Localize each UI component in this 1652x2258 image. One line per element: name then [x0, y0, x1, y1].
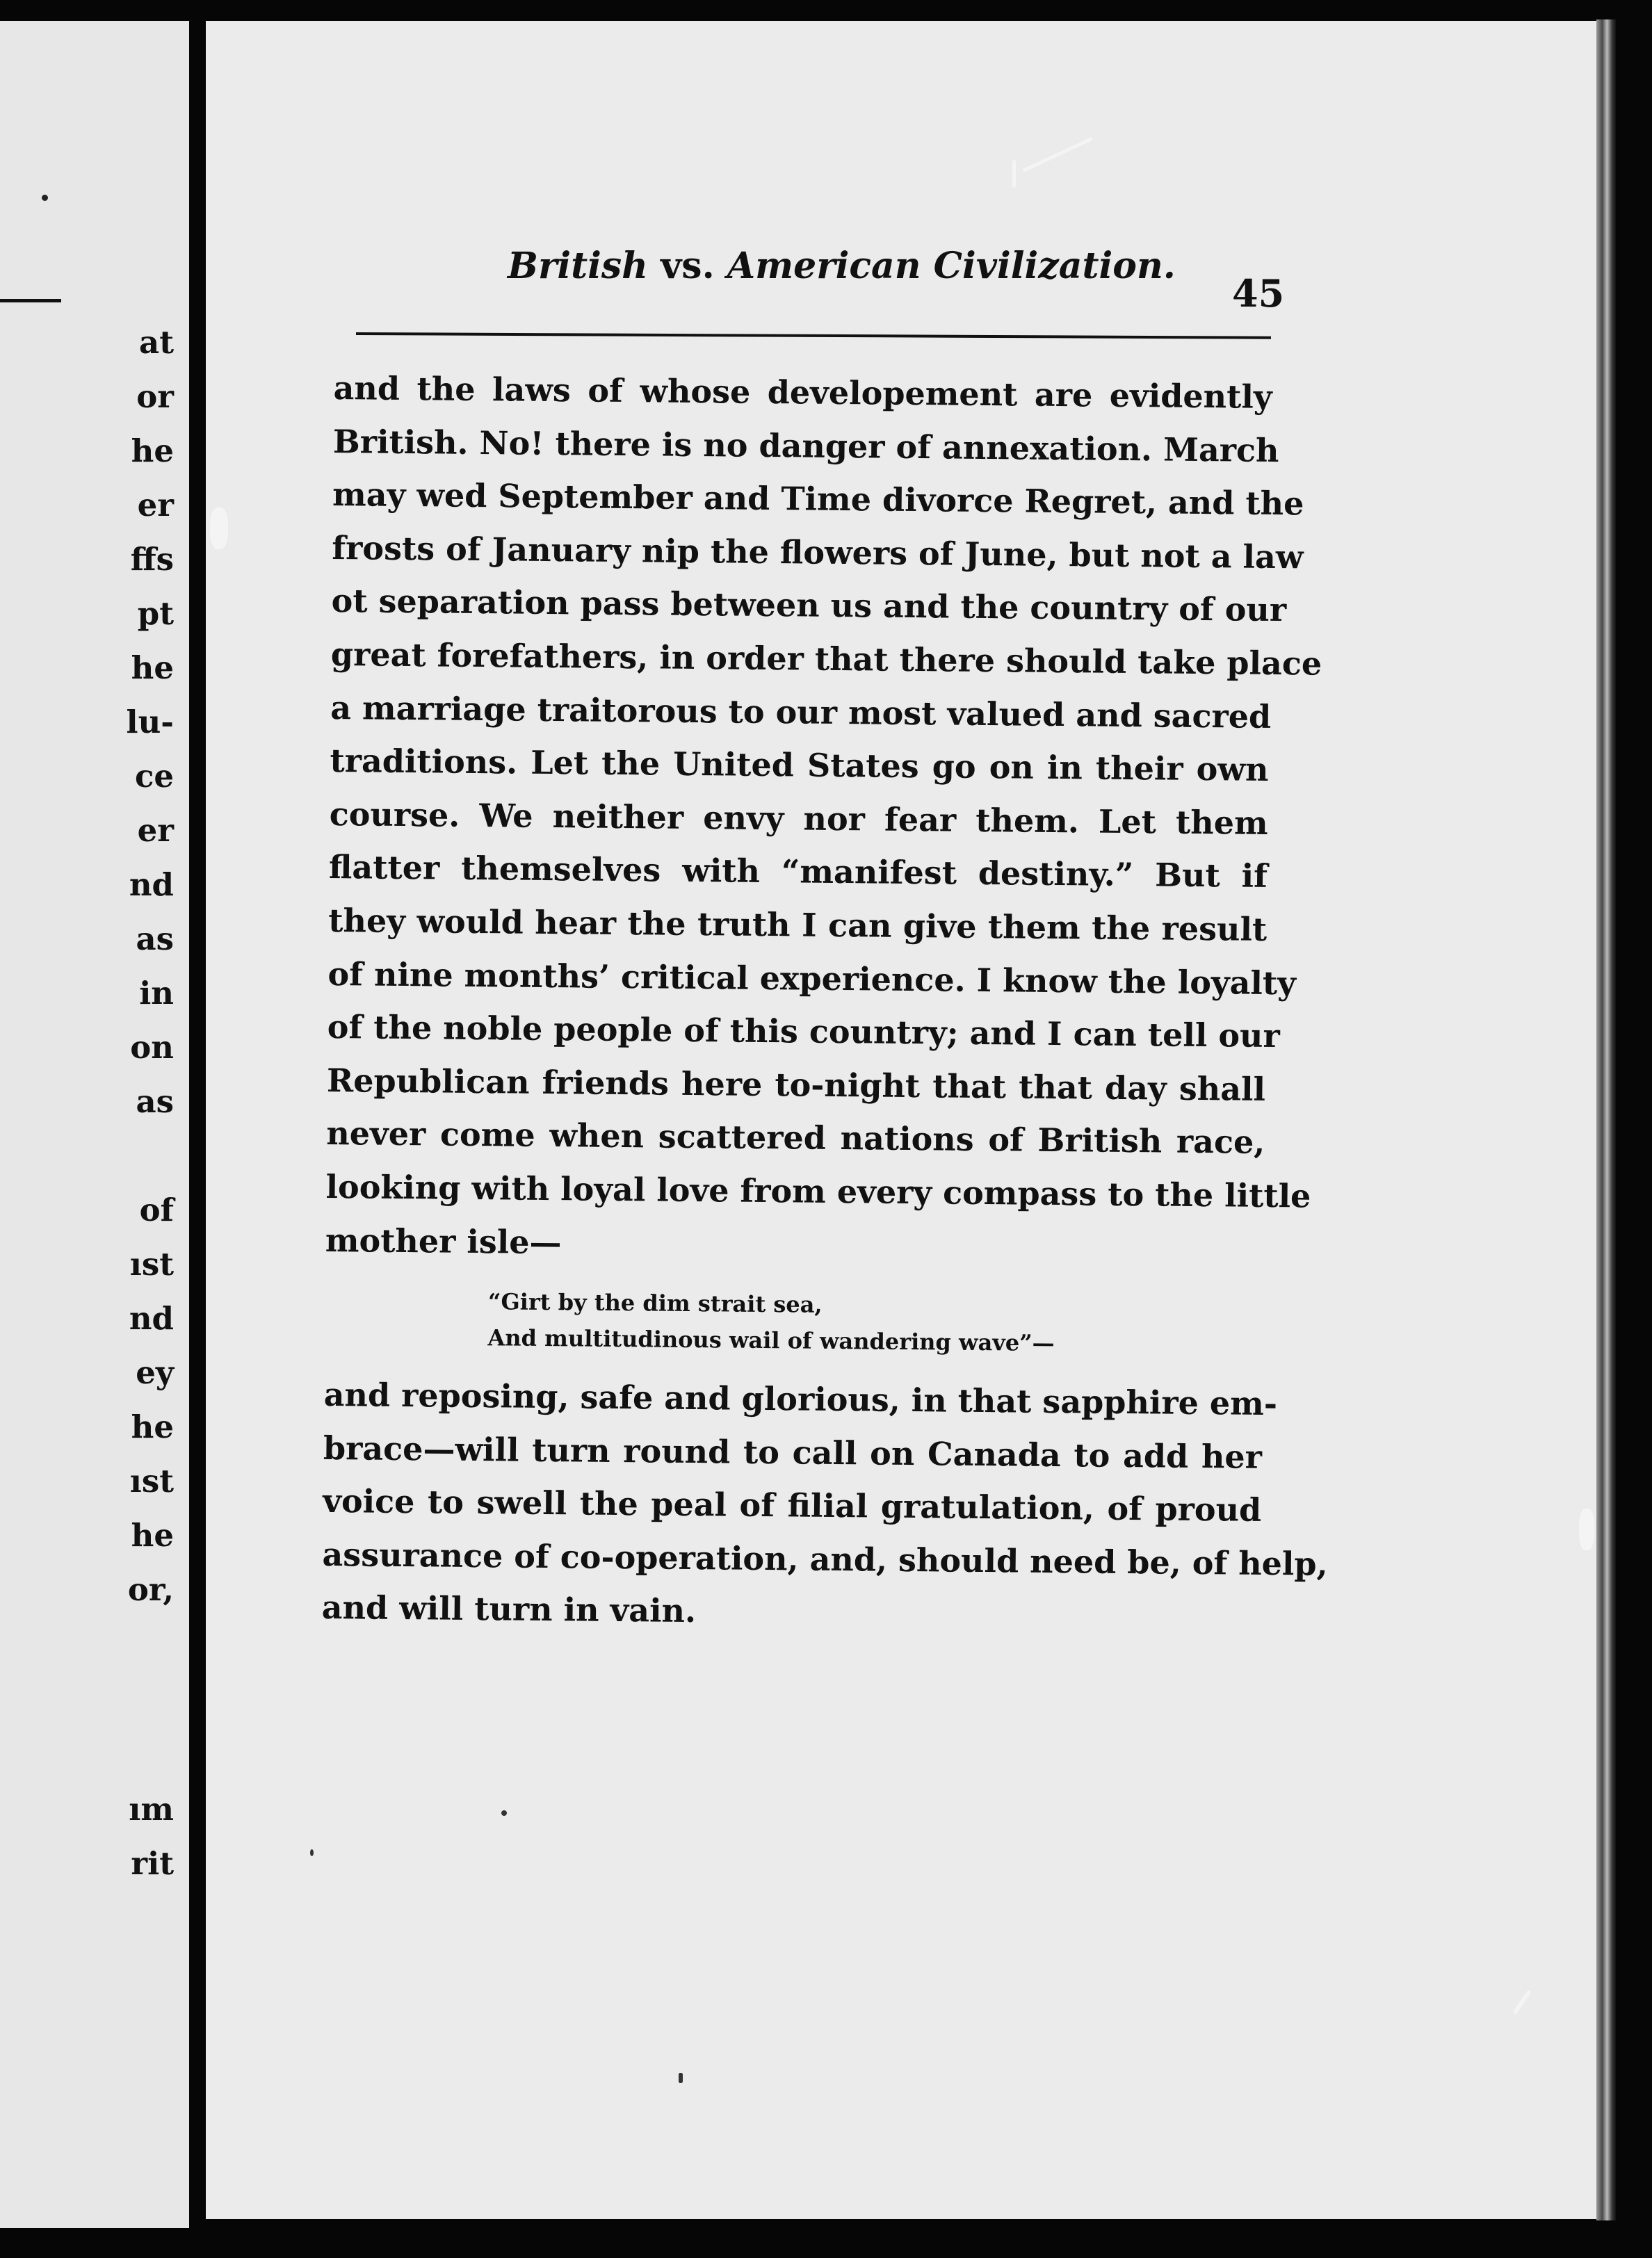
- text-line: course. We neither envy nor fear them. Let them: [329, 795, 1268, 842]
- text-line: assurance of co-operation, and, should need be, of help,: [322, 1535, 1328, 1583]
- paper-scratch: [1579, 1509, 1594, 1550]
- ink-speck: [501, 1810, 507, 1816]
- paper-scratch: [1512, 1990, 1532, 2015]
- facing-line-fragment: ey: [136, 1354, 174, 1391]
- facing-line-fragment: er: [137, 487, 174, 523]
- text-line: of nine months’ critical experience. I know the loyalty: [327, 955, 1297, 1002]
- paragraph-2: [321, 1368, 1328, 1643]
- text-line: brace—will turn round to call on Canada to add her: [323, 1429, 1263, 1476]
- paper-scratch: [210, 507, 228, 549]
- facing-line-fragment: at: [139, 324, 174, 361]
- text-line: Republican friends here to-night that that day shall: [326, 1061, 1266, 1108]
- ink-speck: [42, 195, 48, 201]
- page-edge-shadow: [1596, 19, 1616, 2220]
- facing-line-fragment: he: [131, 649, 174, 686]
- ink-speck: [310, 1849, 314, 1856]
- facing-line-fragment: ıst: [129, 1246, 174, 1283]
- text-line: traditions. Let the United States go on in their own: [330, 742, 1269, 789]
- text-line: they would hear the truth I can give them the result: [328, 901, 1268, 948]
- paragraph-1: [325, 362, 1322, 1276]
- facing-line-fragment: er: [137, 812, 174, 849]
- facing-line-fragment: pt: [137, 595, 174, 632]
- verse-line: “Girt by the dim strait sea,: [487, 1288, 823, 1318]
- facing-line-fragment: on: [130, 1029, 174, 1066]
- facing-line-fragment: ım: [129, 1791, 174, 1828]
- running-head-american-civilization: American Civilization.: [727, 245, 1176, 287]
- page-number: 45: [1232, 271, 1285, 316]
- facing-line-fragment: nd: [129, 1300, 174, 1337]
- facing-line-fragment: rit: [131, 1845, 174, 1882]
- facing-line-fragment: ıst: [129, 1463, 174, 1500]
- facing-line-fragment: lu-: [126, 704, 174, 740]
- text-line: and will turn in vain.: [321, 1589, 697, 1630]
- facing-line-fragment: he: [131, 432, 174, 469]
- running-head-vs: vs.: [661, 245, 715, 287]
- running-head-british: British: [508, 245, 648, 287]
- text-line: and reposing, safe and glorious, in that sapphire em-: [323, 1376, 1278, 1423]
- text-line: of the noble people of this country; and I can tell our: [327, 1008, 1280, 1055]
- facing-page-rule: [0, 299, 61, 302]
- verse-line: And multitudinous wail of wandering wave”—: [487, 1324, 1055, 1357]
- facing-line-fragment: he: [131, 1408, 174, 1445]
- facing-line-fragment: of: [139, 1192, 174, 1228]
- text-line: may wed September and Time divorce Regret, and the: [332, 476, 1304, 523]
- text-line: voice to swell the peal of filial gratulation, of proud: [323, 1482, 1262, 1529]
- text-line: looking with loyal love from every compass to the little: [325, 1167, 1311, 1215]
- facing-line-fragment: in: [139, 975, 174, 1012]
- facing-line-fragment: as: [136, 1083, 174, 1120]
- text-line: frosts of January nip the flowers of June, but not a law: [332, 528, 1304, 576]
- paper-scratch: [1022, 137, 1093, 172]
- text-line: British. No! there is no danger of annexation. March: [332, 422, 1279, 469]
- text-line: flatter themselves with “manifest destiny.” But if: [328, 848, 1268, 895]
- text-line: mother isle—: [325, 1221, 562, 1261]
- paper-scratch: [1012, 160, 1016, 188]
- facing-line-fragment: ce: [134, 758, 174, 795]
- facing-line-fragment: or,: [127, 1571, 174, 1608]
- text-line: ot separation pass between us and the country of our: [331, 582, 1287, 629]
- text-line: and the laws of whose developement are evidently: [333, 368, 1272, 416]
- text-line: a marriage traitorous to our most valued and sacred: [330, 688, 1272, 736]
- facing-line-fragment: he: [131, 1517, 174, 1554]
- facing-line-fragment: or: [136, 378, 174, 415]
- facing-line-fragment: as: [136, 920, 174, 957]
- body-text: [321, 362, 1328, 1643]
- text-line: great forefathers, in order that there should take place: [330, 635, 1322, 683]
- running-head: [508, 245, 1176, 287]
- ink-speck: [679, 2073, 683, 2083]
- facing-line-fragment: ffs: [130, 541, 174, 578]
- facing-line-fragment: nd: [129, 866, 174, 903]
- facing-page-fragment: [0, 21, 189, 2228]
- text-line: never come when scattered nations of British race,: [326, 1114, 1265, 1162]
- verse-quotation: [324, 1282, 1263, 1363]
